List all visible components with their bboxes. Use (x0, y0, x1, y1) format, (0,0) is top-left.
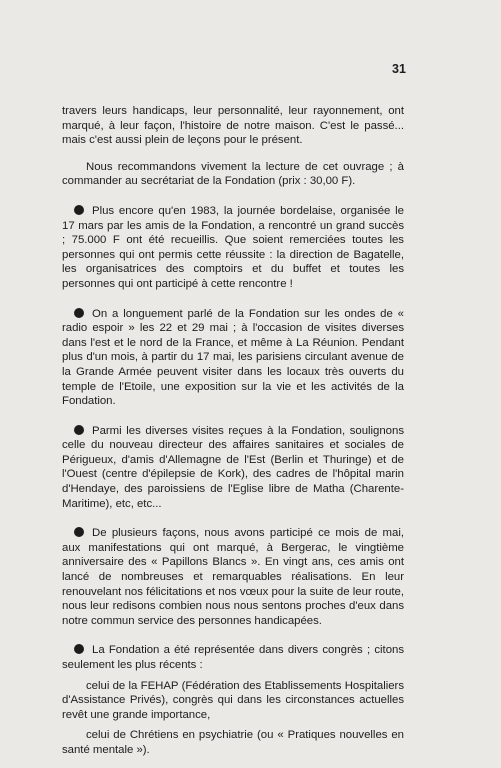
paragraph-bordeaux-event (62, 204, 404, 292)
paragraph-papillons-blancs (62, 526, 404, 628)
paragraph-radio (62, 307, 404, 409)
bullet-icon (74, 205, 84, 215)
bullet-icon (74, 527, 84, 537)
paragraph-text: De plusieurs façons, nous avons participé ce mois de mai, aux manifestations qui ont marqué, à Bergerac, le vingtième anniversaire des « Papillons Blancs ». En vingt ans, ces amis ont lancé de nombreuses et remarquables réalisations. En leur renouvelant nos félicitations et nos vœux pour la suite de leur route, nous leur redisons combien nous nous sentons proches d'eux dans notre commun service des personnes handicapées. (62, 527, 404, 627)
bullet-icon (74, 644, 84, 654)
paragraph-congres (62, 643, 404, 672)
paragraph-continuation: travers leurs handicaps, leur personnalité, leur rayonnement, ont marqué, à leur façon, l'histoire de notre maison. C'est le passé... mais c'est aussi plein de leçons pour le présent. (62, 105, 404, 147)
paragraph-visits (62, 424, 404, 512)
paragraph-text: La Fondation a été représentée dans divers congrès ; citons seulement les plus récents : (62, 644, 404, 671)
paragraph-text: Plus encore qu'en 1983, la journée bordelaise, organisée le 17 mars par les amis de la Fondation, a rencontré un grand succès ; 75.000 F ont été recueillis. Que soient remerciées toutes les personnes qui ont permis cette réussite : la direction de Bagatelle, les organisatrices des comptoirs et du buffet et toutes les personnes qui ont participé à cette rencontre ! (62, 204, 404, 290)
paragraph-text: celui de la FEHAP (Fédération des Etablissements Hospitaliers d'Assistance Privés), congrès qui dans les circonstances actuelles revêt une grande importance, (62, 679, 404, 721)
bullet-icon (74, 425, 84, 435)
paragraph-text: On a longuement parlé de la Fondation sur les ondes de « radio espoir » les 22 et 29 mai ; à l'occasion de visites diverses dans l'est et le nord de la France, et même à La Réunion. Pendant plus d'un mois, à partir du 17 mai, les parisiens circulant avenue de la Grande Armée peuvent visiter dans les locaux très ouverts du temple de l'Etoile, une exposition sur la vie et les activités de la Fondation. (62, 307, 404, 408)
paragraph-chretiens (62, 728, 404, 757)
paragraph-text: Parmi les diverses visites reçues à la Fondation, soulignons celle du nouveau directeur des affaires sanitaires et sociales de Périgueux, d'amis d'Allemagne de l'Est (Berlin et Thuringe) et de l'Ouest (centre d'épilepsie de Kork), des cadres de l'hôpital marin d'Hendaye, des paroissiens de l'Eglise libre de Matha (Charente-Maritime), etc, etc... (62, 424, 404, 510)
paragraph-fehap (62, 679, 404, 723)
page-body (62, 104, 404, 758)
page-number: 31 (392, 62, 406, 76)
paragraph-text: celui de Chrétiens en psychiatrie (ou « Pratiques nouvelles en santé mentale »). (62, 729, 404, 756)
paragraph-book-recommendation (62, 160, 404, 189)
bullet-icon (74, 308, 84, 318)
paragraph-text: Nous recommandons vivement la lecture de cet ouvrage ; à commander au secrétariat de la Fondation (prix : 30,00 F). (62, 160, 404, 188)
